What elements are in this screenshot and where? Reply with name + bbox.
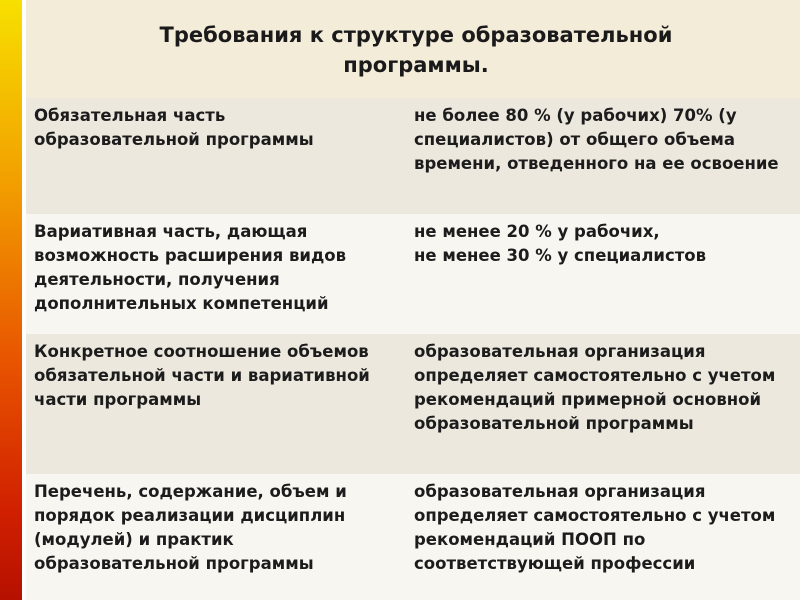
row-value-line: не менее 30 % у специалистов xyxy=(414,246,707,265)
row-value xyxy=(414,220,799,268)
row-requirement: Вариативная часть, дающая возможность расширения видов деятельности, получения дополнительных компетенций xyxy=(34,222,347,313)
row-value: не более 80 % (у рабочих) 70% (у специалистов) от общего объема времени, отведенного на ее освоение xyxy=(414,106,779,173)
row-value-line: не менее 20 % у рабочих, xyxy=(414,222,660,241)
table-row xyxy=(26,214,800,334)
row-requirement: Перечень, содержание, объем и порядок реализации дисциплин (модулей) и практик образовательной программы xyxy=(34,482,347,573)
decorative-gradient-strip xyxy=(0,0,22,600)
row-requirement: Обязательная часть образовательной программы xyxy=(34,106,314,149)
row-value: образовательная организация определяет самостоятельно с учетом рекомендаций примерной основной образовательной программы xyxy=(414,342,776,433)
table-row xyxy=(26,334,800,474)
slide-header xyxy=(26,0,800,98)
row-requirement: Конкретное соотношение объемов обязательной части и вариативной части программы xyxy=(34,342,370,409)
row-value: образовательная организация определяет самостоятельно с учетом рекомендаций ПООП по соответствующей профессии xyxy=(414,482,776,573)
slide xyxy=(26,0,800,600)
table-row xyxy=(26,474,800,600)
table-row xyxy=(26,98,800,214)
slide-title: Требования к структуре образовательной программы. xyxy=(159,23,673,77)
